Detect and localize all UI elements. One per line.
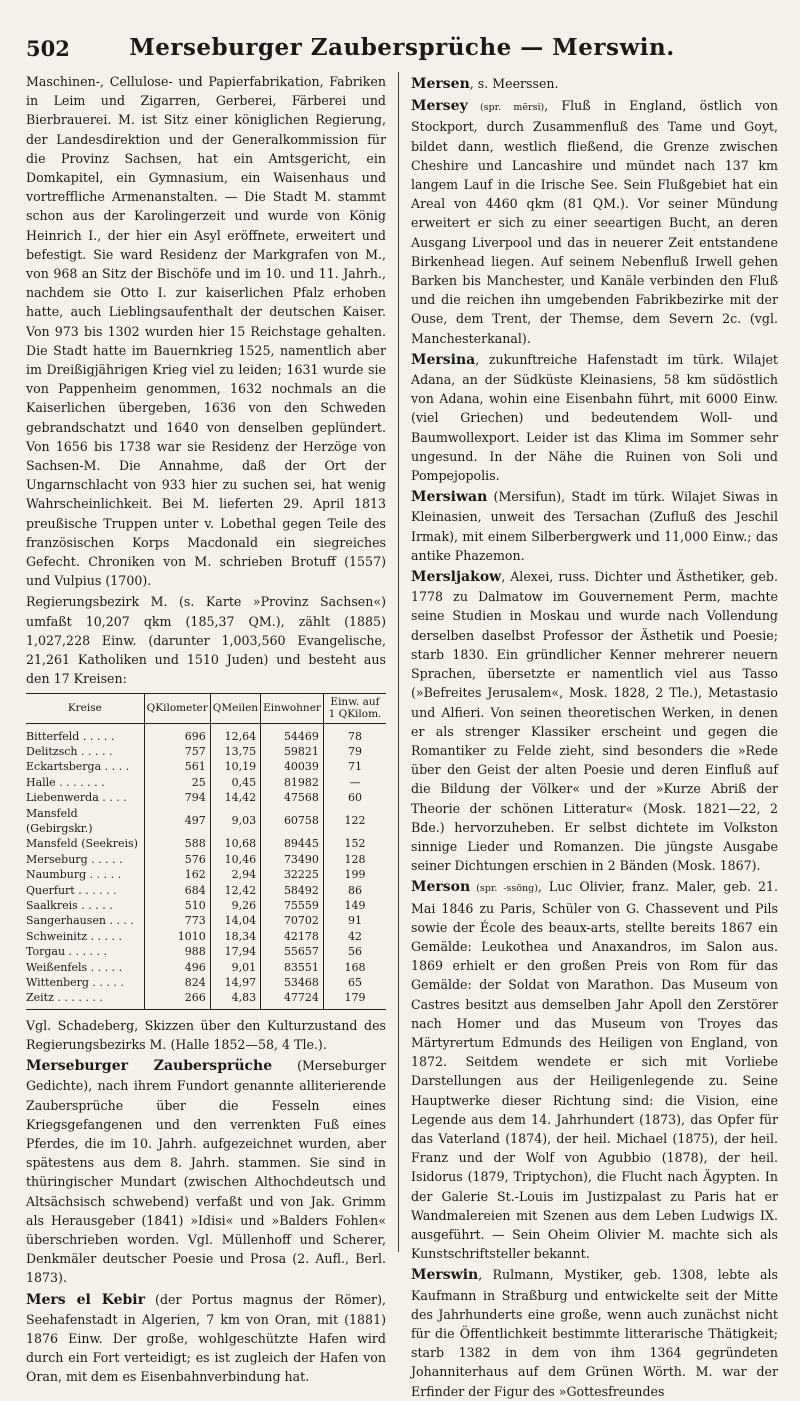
lexicon-entry (411, 96, 778, 348)
table-cell: 179 (323, 990, 386, 1009)
col-header-kreise: Kreise (26, 693, 144, 723)
entry-headword: Mersiwan (411, 489, 488, 506)
entry-headword: Merswin (411, 1267, 479, 1284)
table-cell: 794 (144, 790, 210, 805)
table-cell: 757 (144, 744, 210, 759)
table-cell: 47568 (261, 790, 324, 805)
table-row (26, 929, 386, 944)
table-row (26, 775, 386, 790)
table-cell: 55657 (261, 944, 324, 959)
table-cell: 9,03 (210, 806, 260, 837)
table-cell: 9,01 (210, 960, 260, 975)
table-cell: 81982 (261, 775, 324, 790)
table-cell: 576 (144, 852, 210, 867)
table-cell: 79 (323, 744, 386, 759)
lexicon-entry (26, 1290, 386, 1387)
table-row (26, 913, 386, 928)
kreis-name-cell: Mansfeld (Seekreis) (26, 837, 138, 851)
lexicon-entry (411, 567, 778, 875)
table-cell: 58492 (261, 883, 324, 898)
kreis-name-cell: Liebenwerda . . . . (26, 791, 127, 805)
entry-text: (der Portus magnus der Römer), Seehafenstadt in Algerien, 7 km von Oran, mit (1881) 1876 Einw. Der große, wohlgeschützte Hafen wird durch ein Fort verteidigt; es ist zugleich der Hafen von Oran, mit dem es Eisenbahnverbindung hat. (26, 1291, 386, 1385)
table-cell: 696 (144, 723, 210, 744)
kreis-name-cell: Naumburg . . . . . (26, 868, 122, 882)
right-entries (411, 74, 778, 1401)
table-cell: 162 (144, 867, 210, 882)
table-row (26, 960, 386, 975)
entry-text: , zukunftreiche Hafenstadt im türk. Wilajet Adana, an der Südküste Kleinasiens, 58 km südöstlich von Adana, wohin eine Eisenbahn führt, mit 6000 Einw. (viel Griechen) und bedeutendem Woll- und Baumwollexport. Leider ist das Klima im Sommer sehr ungesund. In der Nähe die Ruinen von Soli und Pompejopolis. (411, 351, 778, 484)
table-cell: 10,19 (210, 759, 260, 774)
table-row (26, 867, 386, 882)
table-cell: 42178 (261, 929, 324, 944)
table-cell: 561 (144, 759, 210, 774)
table-cell: 17,94 (210, 944, 260, 959)
table-cell: 1010 (144, 929, 210, 944)
kreis-name-cell: Torgau . . . . . . (26, 945, 108, 959)
table-cell: 122 (323, 806, 386, 837)
entry-text: , Rulmann, Mystiker, geb. 1308, lebte als Kaufmann in Straßburg und entwickelte seit der Mitte des Jahrhunderts eine große, wenn auch zunächst nicht für die Öffentlichkeit bestimmte litterarische Thätigkeit; starb 1382 in dem von ihm 1364 gegründeten Johanniterhaus auf dem Grünen Wörth. M. war der Erfinder der Figur des »Gottesfreundes (411, 1267, 778, 1399)
table-cell: 14,42 (210, 790, 260, 805)
kreis-name-cell: Zeitz . . . . . . . (26, 991, 103, 1005)
table-cell: — (323, 775, 386, 790)
table-row (26, 852, 386, 867)
table-row (26, 806, 386, 837)
table-cell: 988 (144, 944, 210, 959)
column-divider (398, 72, 399, 1252)
col-header-qm: QMeilen (210, 693, 260, 723)
table-header-row (26, 693, 386, 723)
page-header (26, 28, 778, 68)
table-cell: 168 (323, 960, 386, 975)
table-cell: 18,34 (210, 929, 260, 944)
table-cell: 773 (144, 913, 210, 928)
kreis-name-cell: Merseburg . . . . . (26, 852, 123, 866)
col-header-qkm: QKilometer (144, 693, 210, 723)
entry-text: (Mersifun), Stadt im türk. Wilajet Siwas in Kleinasien, unweit des Tersachan (Zufluß des Jeschil Irmak), mit einem Silberbergwerk und 11,000 Einw.; das antike Phazemon. (411, 489, 778, 563)
table-cell: 2,94 (210, 867, 260, 882)
kreis-name-cell: Wittenberg . . . . . (26, 976, 124, 989)
page-title: Merseburger Zaubersprüche — Merswin. (129, 34, 675, 61)
table-cell: 510 (144, 898, 210, 913)
table-cell: 4,83 (210, 990, 260, 1009)
table-row (26, 836, 386, 851)
kreis-name-cell: Querfurt . . . . . . (26, 883, 117, 897)
table-cell: 40039 (261, 759, 324, 774)
kreis-name-cell: Schweinitz . . . . . (26, 929, 123, 943)
table-cell: 42 (323, 929, 386, 944)
table-row (26, 975, 386, 990)
table-cell: 266 (144, 990, 210, 1009)
table-cell: 60758 (261, 806, 324, 837)
lexicon-entry (411, 487, 778, 565)
table-cell: 9,26 (210, 898, 260, 913)
table-cell: 78 (323, 723, 386, 744)
table-cell: 56 (323, 944, 386, 959)
kreise-table (26, 693, 386, 1010)
table-cell: 32225 (261, 867, 324, 882)
table-cell: 70702 (261, 913, 324, 928)
table-cell: 824 (144, 975, 210, 990)
table-cell: 684 (144, 883, 210, 898)
entry-headword: Mersen (411, 76, 470, 92)
table-cell: 10,68 (210, 836, 260, 851)
kreis-name-cell: Sangerhausen . . . . (26, 914, 134, 928)
page (26, 28, 778, 1399)
table-cell: 91 (323, 913, 386, 928)
table-cell: 47724 (261, 990, 324, 1009)
right-column (411, 72, 778, 1401)
table-cell: 496 (144, 960, 210, 975)
entry-headword: Merson (411, 879, 471, 896)
table-row (26, 883, 386, 898)
table-cell: 65 (323, 975, 386, 990)
entry-headword: Mersey (411, 98, 468, 115)
table-cell: 128 (323, 852, 386, 867)
kreis-name-cell: Weißenfels . . . . . (26, 960, 123, 974)
kreis-name-cell: Halle . . . . . . . (26, 775, 105, 789)
table-cell: 149 (323, 898, 386, 913)
table-cell: 60 (323, 790, 386, 805)
table-cell: 12,42 (210, 883, 260, 898)
kreis-name-cell: Bitterfeld . . . . . (26, 729, 115, 743)
col-header-einwohner: Einwohner (261, 693, 324, 723)
entry-pronunciation: (spr. -ssöng) (470, 883, 538, 895)
continued-text: Maschinen-, Cellulose- und Papierfabrikation, Fabriken in Leim und Zigarren, Gerberei, Färberei und Bierbrauerei. M. ist Sitz einer königlichen Regierung, der Landesdirektion und der Generalkommission für die Provinz Sachsen, hat ein Amtsgericht, ein Domkapitel, ein Gymnasium, ein Waisenhaus und vortreffliche Armenanstalten. — Die Stadt M. stammt schon aus der Karolingerzeit und wurde von König Heinrich I., der hier ein Asyl eröffnete, erweitert und befestigt. Sie ward Residenz der Markgrafen von M., von 968 an Sitz der Bischöfe und im 10. und 11. Jahrh., nachdem sie Otto I. zur kaiserlichen Pfalz erhoben hatte, auch Lieblingsaufenthalt der deutschen Kaiser. Von 973 bis 1302 wurden hier 15 Reichstage gehalten. Die Stadt hatte im Bauernkrieg 1525, namentlich aber im Dreißigjährigen Krieg viel zu leiden; 1631 wurde sie von Pappenheim genommen, 1632 nochmals an die Kaiserlichen übergeben, 1636 von den Schweden gebrandschatzt und 1640 von denselben geplündert. Von 1656 bis 1738 war sie Residenz der Herzöge von Sachsen-M. Die Annahme, daß der Ort der Ungarnschlacht von 933 hier zu suchen sei, hat wenig Wahrscheinlichkeit. Bei M. lieferten 29. April 1813 preußische Truppen unter v. Lobethal gegen Teile des französischen Korps Macdonald ein siegreiches Gefecht. Chroniken von M. schrieben Brotuff (1557) und Vulpius (1700). (26, 74, 386, 589)
kreis-name-cell: Mansfeld (Gebirgskr.) (26, 806, 93, 835)
col-header-dichte: Einw. auf 1 QKilom. (323, 693, 386, 723)
table-row (26, 898, 386, 913)
table-cell: 71 (323, 759, 386, 774)
table-cell: 12,64 (210, 723, 260, 744)
table-cell: 83551 (261, 960, 324, 975)
table-cell: 199 (323, 867, 386, 882)
table-cell: 497 (144, 806, 210, 837)
left-column (26, 72, 386, 1387)
entry-headword: Mersljakow (411, 569, 502, 586)
kreis-name-cell: Delitzsch . . . . . (26, 744, 113, 758)
page-number: 502 (26, 36, 70, 61)
lexicon-entry (411, 74, 778, 94)
table-cell: 25 (144, 775, 210, 790)
table-row (26, 744, 386, 759)
lexicon-entry (411, 350, 778, 485)
kreis-name-cell: Saalkreis . . . . . (26, 898, 113, 912)
table-cell: 53468 (261, 975, 324, 990)
lexicon-entry (26, 1056, 386, 1287)
entry-headword: Merseburger Zaubersprüche (26, 1058, 273, 1075)
literature-note: Vgl. Schadeberg, Skizzen über den Kulturzustand des Regierungsbezirks M. (Halle 1852—58, 4 Tle.). (26, 1017, 386, 1053)
table-cell: 14,04 (210, 913, 260, 928)
left-entries (26, 1056, 386, 1386)
regierungsbezirk-text: Regierungsbezirk M. (s. Karte »Provinz Sachsen«) umfaßt 10,207 qkm (185,37 QM.), zählt (1885) 1,027,228 Einw. (darunter 1,003,560 Evangelische, 21,261 Katholiken und 1510 Juden) und besteht aus den 17 Kreisen: (26, 594, 386, 687)
table-cell: 75559 (261, 898, 324, 913)
table-cell: 13,75 (210, 744, 260, 759)
table-cell: 59821 (261, 744, 324, 759)
lexicon-entry (411, 877, 778, 1263)
table-cell: 86 (323, 883, 386, 898)
entry-text: , Alexei, russ. Dichter und Ästhetiker, geb. 1778 zu Dalmatow im Gouvernement Perm, machte seine Studien in Moskau und wurde nach Vollendung derselben daselbst Professor der Ästhetik und Poesie; starb 1830. Ein gründlicher Kenner mehrerer neuern Sprachen, übersetzte er namentlich viel aus Tasso (»Befreites Jerusalem«, Mosk. 1828, 2 Tle.), Metastasio und Alfieri. Von seinen theoretischen Werken, in denen er als strenger Klassiker erscheint und gegen die Romantiker zu Felde zieht, sind besonders die »Rede über den Geist der alten Poesie und deren Einfluß auf die Bildung der Völker« und der »Kurze Abriß der Theorie der schönen Litteratur« (Mosk. 1821—22, 2 Bde.) hervorzuheben. Er selbst dichtete im Volkston sinnige Lieder und Romanzen. Die jüngste Ausgabe seiner Dichtungen erschien in 2 Bänden (Mosk. 1867). (411, 569, 778, 874)
lexicon-entry (411, 1265, 778, 1400)
table-row (26, 759, 386, 774)
table-cell: 588 (144, 836, 210, 851)
table-cell: 10,46 (210, 852, 260, 867)
entry-text: , Luc Olivier, franz. Maler, geb. 21. Mai 1846 zu Paris, Schüler von G. Chassevent und Pils sowie der École des beaux-arts, stellte bereits 1867 ein Gemälde: Leukothea und Anaxandros, im Salon aus. 1869 erhielt er den großen Preis von Rom für das Gemälde: der Soldat von Marathon. Das Museum von Castres besitzt aus demselben Jahr Apoll den Zerstörer nach Homer und das Museum von Troyes das Märtyrertum Edmunds des Heiligen von England, von 1872. Seitdem wendete er sich mit Vorliebe Darstellungen aus der Heiligenlegende zu. Seine Hauptwerke dieser Richtung sind: die Vision, eine Legende aus dem 14. Jahrhundert (1873), das Opfer für das Vaterland (1874), der heil. Michael (1875), der heil. Franz und der Wolf von Agubbio (1878), der heil. Isidorus (1879, Triptychon), die Flucht nach Ägypten. In der Galerie St.-Louis im Justizpalast zu Paris hat er Wandmalereien mit Szenen aus dem Leben Ludwigs IX. ausgeführt. — Sein Oheim Olivier M. machte sich als Kunstschriftsteller bekannt. (411, 879, 778, 1262)
entry-text: (Merseburger Gedichte), nach ihrem Fundort genannte alliterierende Zaubersprüche über die Fesseln eines Kriegsgefangenen und den verrenkten Fuß eines Pferdes, die im 10. Jahrh. aufgezeichnet wurden, aber spätestens aus dem 8. Jahrh. stammen. Sie sind in thüringischer Mundart (zwischen Althochdeutsch und Altsächsisch schwebend) verfaßt und von Jak. Grimm als Herausgeber (1841) »Idisi« und »Balders Fohlen« überschrieben worden. Vgl. Müllenhoff und Scherer, Denkmäler deutscher Poesie und Prosa (2. Aufl., Berl. 1873). (26, 1058, 386, 1286)
kreis-name-cell: Eckartsberga . . . . (26, 760, 130, 774)
table-cell: 89445 (261, 836, 324, 851)
table-body (26, 723, 386, 1009)
table-cell: 14,97 (210, 975, 260, 990)
table-row (26, 723, 386, 744)
table-cell: 0,45 (210, 775, 260, 790)
entry-text: , Fluß in England, östlich von Stockport, durch Zusammenfluß des Tame und Goyt, bildet dann, westlich fließend, die Grenze zwischen Cheshire und Lancashire und mündet nach 137 km langem Lauf in die Irische See. Sein Flußgebiet hat ein Areal von 4460 qkm (81 QM.). Vor seiner Mündung erweitert er sich zu einer seeartigen Bucht, an deren Ausgang Liverpool und das in neuerer Zeit entstandene Birkenhead liegen. Auf seinem Nebenfluß Irwell gehen Barken bis Manchester, und Kanäle verbinden den Fluß und die reichen ihn umgebenden Fabrikbezirke mit der Ouse, dem Trent, der Themse, dem Severn 2c. (vgl. Manchesterkanal). (411, 98, 778, 346)
table-row (26, 990, 386, 1009)
table-cell: 152 (323, 836, 386, 851)
entry-headword: Mersina (411, 351, 476, 368)
table-cell: 54469 (261, 723, 324, 744)
entry-headword: Mers el Kebir (26, 1291, 145, 1308)
entry-pronunciation: (spr. mērsi) (467, 102, 545, 114)
table-row (26, 790, 386, 805)
entry-text: , s. Meerssen. (469, 76, 559, 91)
table-row (26, 944, 386, 959)
table-cell: 73490 (261, 852, 324, 867)
